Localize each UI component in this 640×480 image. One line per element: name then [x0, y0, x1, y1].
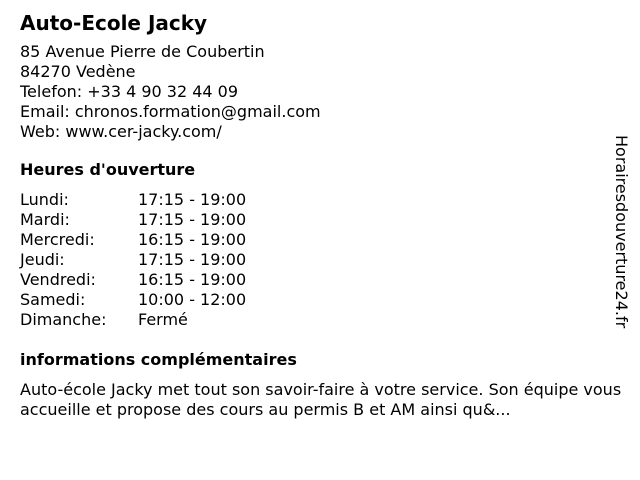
day-label: Vendredi:	[20, 270, 96, 289]
business-card	[20, 10, 620, 420]
day-label: Jeudi:	[20, 250, 65, 269]
website-link[interactable]: Web: www.cer-jacky.com/	[20, 122, 222, 141]
business-name: Auto-Ecole Jacky	[20, 11, 208, 35]
additional-info-heading: informations complémentaires	[20, 350, 297, 369]
opening-hours-table	[20, 190, 620, 330]
hours-row-sunday	[20, 310, 620, 330]
hours-row-wednesday	[20, 230, 620, 250]
address-street: 85 Avenue Pierre de Coubertin	[20, 42, 265, 61]
hours-row-monday	[20, 190, 620, 210]
hours-row-thursday	[20, 250, 620, 270]
day-label: Mardi:	[20, 210, 70, 229]
time-value: Fermé	[138, 310, 188, 329]
time-value: 10:00 - 12:00	[138, 290, 247, 309]
day-label: Dimanche:	[20, 310, 107, 329]
time-value: 16:15 - 19:00	[138, 270, 247, 289]
contact-block	[20, 42, 620, 142]
time-value: 17:15 - 19:00	[138, 250, 247, 269]
opening-hours-heading: Heures d'ouverture	[20, 160, 196, 179]
email-address: Email: chronos.formation@gmail.com	[20, 102, 321, 121]
address-city: 84270 Vedène	[20, 62, 136, 81]
site-watermark: Horairesdouverture24.fr	[612, 135, 631, 329]
description-text: Auto-école Jacky met tout son savoir-faire à votre service. Son équipe vous accueille et propose des cours au permis B et AM ainsi qu&...	[20, 380, 622, 419]
day-label: Lundi:	[20, 190, 69, 209]
phone-number: Telefon: +33 4 90 32 44 09	[20, 82, 239, 101]
hours-row-saturday	[20, 290, 620, 310]
time-value: 16:15 - 19:00	[138, 230, 247, 249]
hours-row-tuesday	[20, 210, 620, 230]
time-value: 17:15 - 19:00	[138, 190, 247, 209]
hours-row-friday	[20, 270, 620, 290]
day-label: Mercredi:	[20, 230, 95, 249]
time-value: 17:15 - 19:00	[138, 210, 247, 229]
day-label: Samedi:	[20, 290, 86, 309]
